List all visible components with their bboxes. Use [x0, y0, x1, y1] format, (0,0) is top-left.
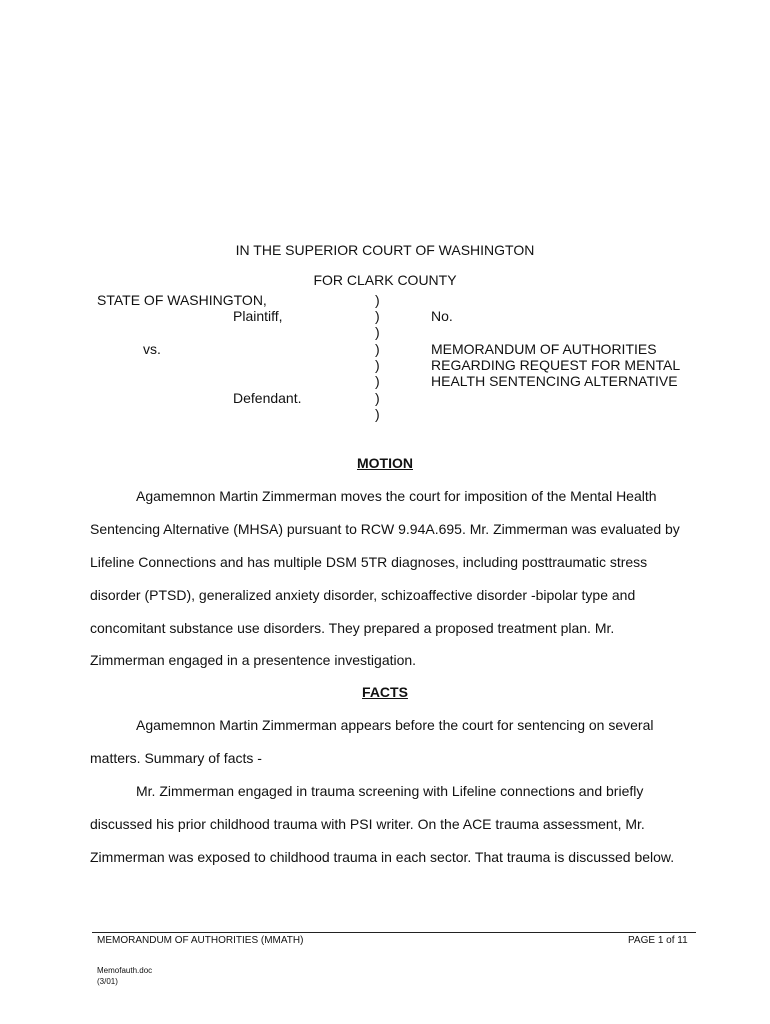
caption-paren: ) — [375, 308, 380, 324]
defendant-role: Defendant. — [233, 390, 302, 406]
facts-paragraph-line: Agamemnon Martin Zimmerman appears before the court for sentencing on several — [136, 717, 654, 733]
motion-paragraph-line: Zimmerman engaged in a presentence investigation. — [90, 652, 417, 668]
caption-paren: ) — [375, 341, 380, 357]
facts-paragraph-line: matters. Summary of facts - — [90, 750, 262, 766]
footer-file-name: Memofauth.doc — [97, 966, 153, 975]
motion-paragraph-line: Sentencing Alternative (MHSA) pursuant to RCW 9.94A.695. Mr. Zimmerman was evaluated by — [90, 521, 680, 537]
facts-paragraph-line: discussed his prior childhood trauma with PSI writer. On the ACE trauma assessment, Mr. — [90, 816, 645, 832]
facts-paragraph-line: Mr. Zimmerman engaged in trauma screening with Lifeline connections and briefly — [136, 783, 644, 799]
plaintiff-role: Plaintiff, — [233, 308, 283, 324]
document-title-line: MEMORANDUM OF AUTHORITIES — [431, 341, 657, 357]
motion-paragraph-line: disorder (PTSD), generalized anxiety disorder, schizoaffective disorder -bipolar type and — [90, 587, 636, 603]
caption-paren: ) — [375, 357, 380, 373]
facts-paragraph-line: Zimmerman was exposed to childhood trauma in each sector. That trauma is discussed below. — [90, 849, 675, 865]
caption-paren: ) — [375, 324, 380, 340]
caption-paren: ) — [375, 292, 380, 308]
document-title-line: REGARDING REQUEST FOR MENTAL — [431, 357, 681, 373]
motion-paragraph-line: concomitant substance use disorders. They prepared a proposed treatment plan. Mr. — [90, 620, 615, 636]
court-county: FOR CLARK COUNTY — [313, 272, 457, 288]
caption-paren: ) — [375, 373, 380, 389]
motion-paragraph-line: Agamemnon Martin Zimmerman moves the court for imposition of the Mental Health — [136, 488, 657, 504]
motion-paragraph-line: Lifeline Connections and has multiple DSM 5TR diagnoses, including posttraumatic stress — [90, 554, 648, 570]
footer-page-number: PAGE 1 of 11 — [628, 935, 688, 946]
plaintiff-name: STATE OF WASHINGTON, — [97, 292, 267, 308]
caption-paren: ) — [375, 406, 380, 422]
facts-heading: FACTS — [362, 684, 408, 700]
caption-paren: ) — [375, 390, 380, 406]
versus-label: vs. — [143, 341, 161, 357]
footer-divider — [92, 932, 696, 933]
motion-heading: MOTION — [357, 455, 413, 471]
court-name: IN THE SUPERIOR COURT OF WASHINGTON — [235, 242, 535, 258]
footer-date: (3/01) — [97, 977, 118, 986]
document-title-line: HEALTH SENTENCING ALTERNATIVE — [431, 373, 678, 389]
case-number-label: No. — [431, 308, 453, 324]
footer-doc-title: MEMORANDUM OF AUTHORITIES (MMATH) — [97, 935, 304, 946]
